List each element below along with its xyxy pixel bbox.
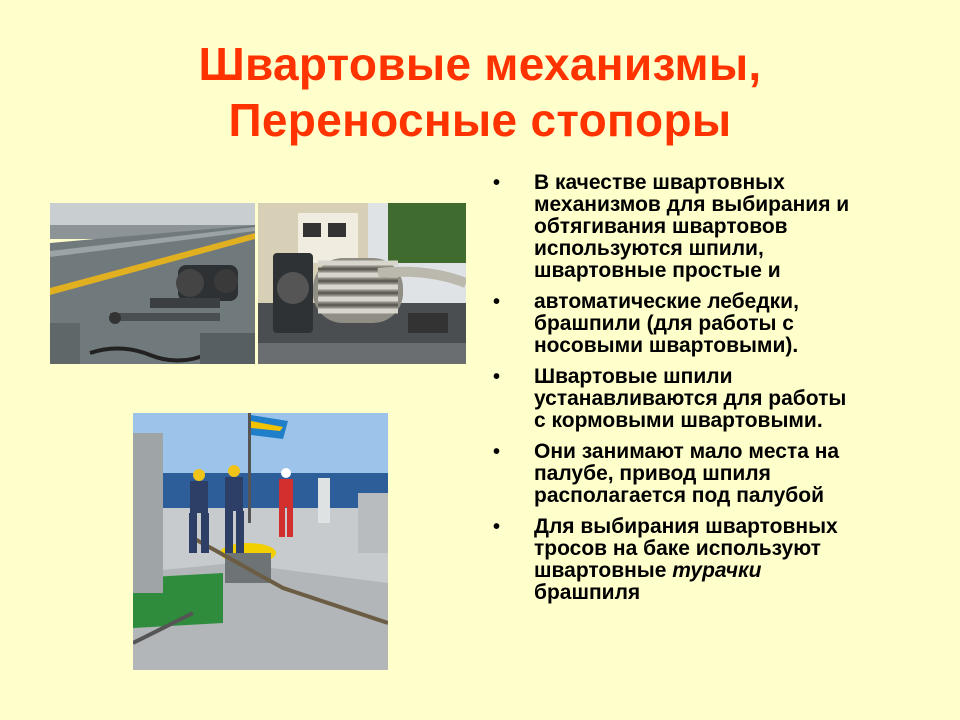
bullet-line: Для выбирания швартовных [534, 515, 838, 538]
bullet-marker: • [493, 516, 501, 538]
bullet-line: брашпиля [534, 581, 641, 604]
bullet-line-text: швартовные [534, 559, 673, 582]
bullet-line: брашпили (для работы с [534, 312, 794, 335]
rope-drum-photo [258, 203, 466, 364]
deck-winch-photo [50, 203, 255, 364]
bullet-item-3 [488, 366, 928, 432]
bullet-marker: • [493, 172, 501, 194]
title-line-2: Переносные стопоры [228, 94, 732, 146]
slide-title [0, 36, 960, 148]
bullet-marker: • [493, 291, 501, 313]
bullet-marker: • [493, 441, 501, 463]
bullet-item-2 [488, 291, 928, 357]
bullet-line: швартовные простые и [534, 259, 781, 282]
bullet-list [488, 172, 928, 613]
bullet-item-4 [488, 441, 928, 507]
bullet-line [534, 560, 928, 582]
bullet-line: автоматические лебедки, [534, 290, 799, 313]
crew-mooring-photo [133, 413, 388, 670]
bullet-line: Швартовые шпили [534, 365, 733, 388]
bullet-line: Они занимают мало места на [534, 440, 840, 463]
bullet-line: располагается под палубой [534, 484, 825, 507]
bullet-line: с кормовыми швартовыми. [534, 409, 823, 432]
bullet-line: носовыми швартовыми). [534, 334, 799, 357]
bullet-line: обтягивания швартовов [534, 215, 788, 238]
italic-term: турачки [672, 559, 762, 582]
bullet-item-5 [488, 516, 928, 604]
title-line-1: Швартовые механизмы, [198, 38, 762, 90]
bullet-line: механизмов для выбирания и [534, 193, 850, 216]
bullet-line: используются шпили, [534, 237, 764, 260]
bullet-item-1 [488, 172, 928, 282]
bullet-line: тросов на баке используют [534, 537, 821, 560]
bullet-line: В качестве швартовных [534, 171, 785, 194]
bullet-line: устанавливаются для работы [534, 387, 847, 410]
bullet-line: палубе, привод шпиля [534, 462, 771, 485]
bullet-marker: • [493, 366, 501, 388]
